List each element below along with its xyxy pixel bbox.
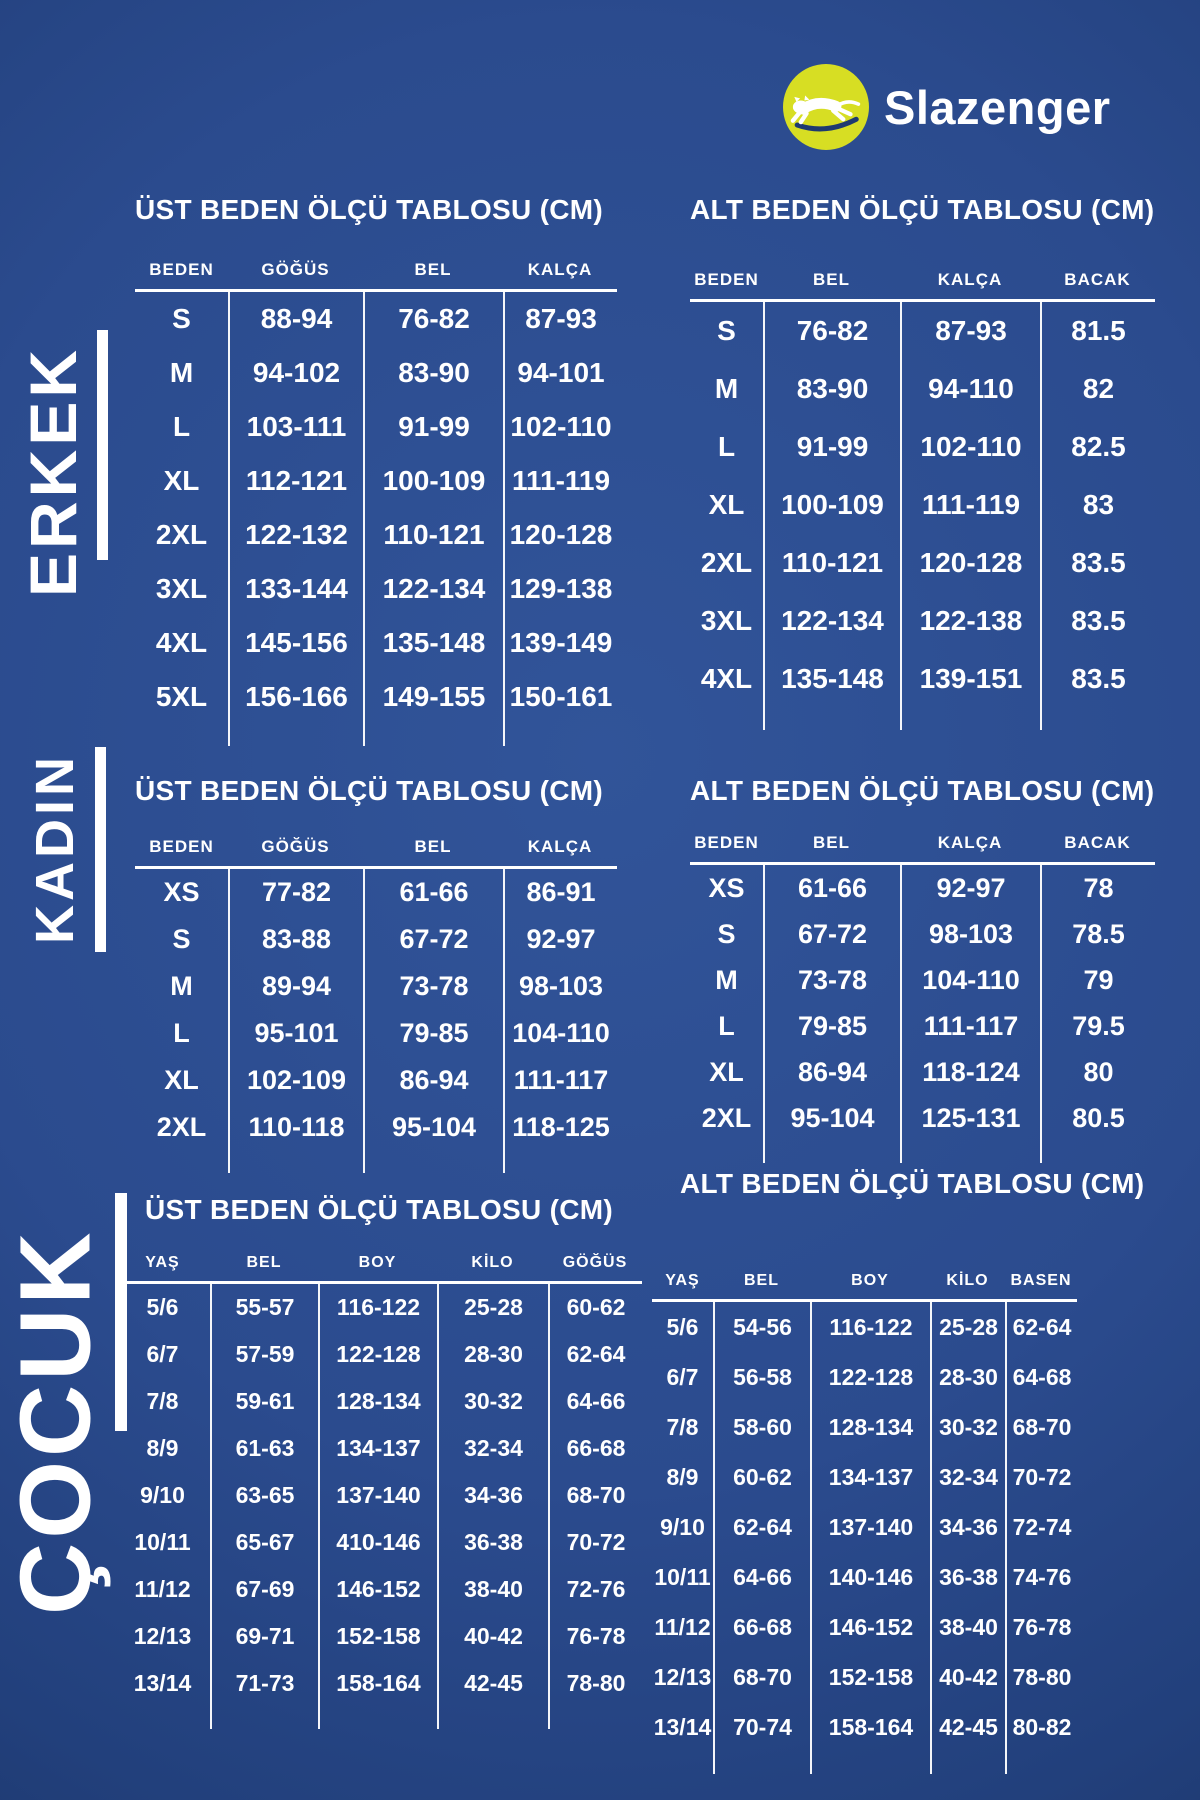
size-value-cell: 91-99 [363,400,503,454]
size-label-cell: 9/10 [660,1513,705,1540]
size-label-cell: 10/11 [134,1529,191,1556]
size-value-cell: 56-58 [713,1352,810,1402]
size-value-cell: 100-109 [763,476,900,534]
size-value-cell: 94-101 [503,346,617,400]
size-value-cell: 146-152 [318,1566,437,1613]
column-header: BEL [813,833,850,853]
size-value-cell: 79.5 [1040,1003,1155,1049]
column-header: BEL [813,270,850,290]
size-value-cell: 158-164 [810,1702,930,1752]
table-title: ÜST BEDEN ÖLÇÜ TABLOSU (CM) [145,1194,613,1225]
column-divider-tail [437,1707,548,1729]
column-divider-tail [652,1752,713,1774]
column-header: GÖĞÜS [261,260,330,280]
size-value-cell: 104-110 [900,957,1040,1003]
column-divider-tail [1040,708,1155,730]
column-divider-tail [228,724,363,746]
size-value-cell: 83-90 [363,346,503,400]
size-value-cell: 68-70 [713,1652,810,1702]
size-value-cell: 83 [1040,476,1155,534]
size-value-cell: 102-110 [503,400,617,454]
size-label-cell: 10/11 [654,1563,711,1590]
size-label-cell: M [170,971,193,1002]
size-value-cell: 122-132 [228,508,363,562]
size-label-cell: L [717,431,736,463]
size-label-cell: M [715,964,738,995]
table-header-row [690,833,1155,865]
column-divider-tail [810,1752,930,1774]
size-value-cell: 125-131 [900,1095,1040,1141]
size-value-cell: 103-111 [228,400,363,454]
table-title: ALT BEDEN ÖLÇÜ TABLOSU (CM) [680,1168,1145,1199]
size-value-cell: 78.5 [1040,911,1155,957]
column-divider-tail [115,1707,210,1729]
section-label-kadin: KADIN [25,753,85,945]
size-value-cell: 40-42 [930,1652,1005,1702]
size-value-cell: 73-78 [363,963,503,1010]
size-value-cell: 70-74 [713,1702,810,1752]
size-value-cell: 145-156 [228,616,363,670]
size-value-cell: 116-122 [318,1284,437,1331]
size-value-cell: 89-94 [228,963,363,1010]
column-divider-tail [135,1151,228,1173]
size-value-cell: 150-161 [503,670,617,724]
size-value-cell: 63-65 [210,1472,318,1519]
size-label-cell: XL [164,1065,199,1096]
size-value-cell: 38-40 [437,1566,548,1613]
size-value-cell: 80-82 [1005,1702,1077,1752]
size-value-cell: 116-122 [810,1302,930,1352]
size-value-cell: 135-148 [763,650,900,708]
size-value-cell: 82.5 [1040,418,1155,476]
table-cocuk-alt-beden [652,1168,1145,1774]
size-value-cell: 59-61 [210,1378,318,1425]
size-label-cell: 5/6 [666,1313,699,1340]
size-value-cell: 60-62 [713,1452,810,1502]
size-value-cell: 76-82 [763,302,900,360]
size-value-cell: 30-32 [930,1402,1005,1452]
size-label-cell: 5XL [155,681,208,713]
size-value-cell: 32-34 [930,1452,1005,1502]
size-label-cell: S [172,303,191,335]
column-header: BEDEN [694,833,759,853]
brand-name: Slazenger [884,80,1111,134]
size-value-cell: 135-148 [363,616,503,670]
size-value-cell: 152-158 [318,1613,437,1660]
size-value-cell: 91-99 [763,418,900,476]
table-header-row [115,1254,642,1284]
table-header-row [690,270,1155,302]
size-value-cell: 134-137 [318,1425,437,1472]
size-value-cell: 146-152 [810,1602,930,1652]
column-divider-tail [763,1141,900,1163]
column-header: KALÇA [527,260,593,280]
size-value-cell: 64-66 [713,1552,810,1602]
size-label-cell: 13/14 [133,1670,192,1697]
size-value-cell: 112-121 [228,454,363,508]
size-label-cell: 2XL [701,1102,752,1133]
column-header: BOY [851,1272,889,1290]
size-value-cell: 76-82 [363,292,503,346]
size-value-cell: 69-71 [210,1613,318,1660]
size-value-cell: 83.5 [1040,534,1155,592]
column-divider-tail [210,1707,318,1729]
size-label-cell: 8/9 [666,1463,699,1490]
size-value-cell: 74-76 [1005,1552,1077,1602]
size-value-cell: 82 [1040,360,1155,418]
size-value-cell: 149-155 [363,670,503,724]
size-value-cell: 139-149 [503,616,617,670]
size-value-cell: 100-109 [363,454,503,508]
column-header: YAŞ [145,1254,180,1272]
brand-logo [783,64,1111,150]
section-label-erkek: ERKEK [16,345,90,597]
size-value-cell: 122-138 [900,592,1040,650]
size-value-cell: 60-62 [548,1284,642,1331]
size-value-cell: 133-144 [228,562,363,616]
table-kadin-ust-beden [135,775,617,1173]
column-header: BEDEN [694,270,759,290]
size-value-cell: 64-66 [548,1378,642,1425]
size-label-cell: XL [708,489,745,521]
table-title: ALT BEDEN ÖLÇÜ TABLOSU (CM) [690,775,1155,806]
column-header: KİLO [946,1272,989,1290]
size-label-cell: 6/7 [666,1363,699,1390]
size-value-cell: 111-119 [503,454,617,508]
column-divider-tail [318,1707,437,1729]
table-erkek-alt-beden [690,194,1155,730]
size-label-cell: 9/10 [140,1482,185,1509]
size-value-cell: 62-64 [713,1502,810,1552]
size-value-cell: 68-70 [548,1472,642,1519]
panther-logo-icon [783,64,869,150]
column-header: YAŞ [665,1272,700,1290]
size-value-cell: 110-118 [228,1104,363,1151]
column-header: BEL [414,260,452,280]
size-value-cell: 72-74 [1005,1502,1077,1552]
size-label-cell: L [172,411,191,443]
size-value-cell: 68-70 [1005,1402,1077,1452]
size-value-cell: 78 [1040,865,1155,911]
size-value-cell: 32-34 [437,1425,548,1472]
size-value-cell: 42-45 [930,1702,1005,1752]
size-value-cell: 76-78 [1005,1602,1077,1652]
column-header: KALÇA [527,837,593,857]
table-title: ÜST BEDEN ÖLÇÜ TABLOSU (CM) [135,194,603,225]
size-value-cell: 137-140 [810,1502,930,1552]
size-value-cell: 83-90 [763,360,900,418]
size-value-cell: 76-78 [548,1613,642,1660]
size-value-cell: 86-91 [503,869,617,916]
size-value-cell: 79-85 [763,1003,900,1049]
size-value-cell: 104-110 [503,1010,617,1057]
size-value-cell: 28-30 [437,1331,548,1378]
size-value-cell: 34-36 [930,1502,1005,1552]
size-value-cell: 95-101 [228,1010,363,1057]
table-title: ALT BEDEN ÖLÇÜ TABLOSU (CM) [690,194,1155,225]
size-label-cell: 7/8 [666,1413,699,1440]
column-divider-tail [763,708,900,730]
size-label-cell: S [172,924,191,955]
size-value-cell: 410-146 [318,1519,437,1566]
size-value-cell: 36-38 [930,1552,1005,1602]
size-value-cell: 98-103 [900,911,1040,957]
size-value-cell: 28-30 [930,1352,1005,1402]
size-label-cell: S [717,315,736,347]
size-value-cell: 122-134 [363,562,503,616]
size-label-cell: XS [163,877,200,908]
size-label-cell: XL [709,1056,744,1087]
size-value-cell: 128-134 [318,1378,437,1425]
size-value-cell: 79-85 [363,1010,503,1057]
size-value-cell: 25-28 [930,1302,1005,1352]
table-header-row [652,1272,1077,1302]
column-divider-tail [713,1752,810,1774]
size-label-cell: 4XL [155,627,208,659]
size-value-cell: 81.5 [1040,302,1155,360]
size-value-cell: 67-72 [763,911,900,957]
size-label-cell: 11/12 [134,1576,191,1603]
size-label-cell: 3XL [155,573,208,605]
size-value-cell: 67-72 [363,916,503,963]
column-header: GÖĞÜS [261,837,330,857]
size-value-cell: 71-73 [210,1660,318,1707]
size-value-cell: 83.5 [1040,650,1155,708]
table-body [652,1302,1077,1774]
size-value-cell: 158-164 [318,1660,437,1707]
size-value-cell: 134-137 [810,1452,930,1502]
size-value-cell: 92-97 [503,916,617,963]
size-value-cell: 118-124 [900,1049,1040,1095]
size-value-cell: 98-103 [503,963,617,1010]
column-divider-tail [690,708,763,730]
size-value-cell: 55-57 [210,1284,318,1331]
size-label-cell: 4XL [700,663,753,695]
size-label-cell: 13/14 [653,1713,712,1740]
column-divider-tail [135,724,228,746]
column-divider-tail [228,1151,363,1173]
size-value-cell: 62-64 [548,1331,642,1378]
table-body [690,302,1155,730]
size-value-cell: 111-117 [900,1003,1040,1049]
size-value-cell: 73-78 [763,957,900,1003]
column-header: BASEN [1010,1272,1072,1290]
size-value-cell: 78-80 [1005,1652,1077,1702]
size-label-cell: S [717,918,736,949]
size-value-cell: 86-94 [763,1049,900,1095]
size-value-cell: 92-97 [900,865,1040,911]
table-body [135,292,617,746]
size-value-cell: 83.5 [1040,592,1155,650]
size-value-cell: 110-121 [363,508,503,562]
column-divider-tail [1040,1141,1155,1163]
size-value-cell: 67-69 [210,1566,318,1613]
size-value-cell: 34-36 [437,1472,548,1519]
size-value-cell: 61-63 [210,1425,318,1472]
column-divider-tail [503,724,617,746]
column-header: BOY [358,1254,397,1272]
section-label-cocuk: ÇOCUK [0,1228,112,1616]
size-value-cell: 120-128 [900,534,1040,592]
size-value-cell: 66-68 [548,1425,642,1472]
size-label-cell: L [173,1018,190,1049]
size-value-cell: 122-134 [763,592,900,650]
size-label-cell: 12/13 [653,1663,712,1690]
size-value-cell: 88-94 [228,292,363,346]
size-value-cell: 110-121 [763,534,900,592]
size-value-cell: 70-72 [548,1519,642,1566]
size-label-cell: 8/9 [146,1435,179,1462]
size-value-cell: 111-117 [503,1057,617,1104]
size-value-cell: 57-59 [210,1331,318,1378]
size-value-cell: 152-158 [810,1652,930,1702]
column-header: BEL [744,1272,779,1290]
column-divider-tail [690,1141,763,1163]
table-body [135,869,617,1173]
column-header: GÖĞÜS [562,1254,628,1272]
column-header: KALÇA [937,270,1003,290]
size-value-cell: 94-102 [228,346,363,400]
size-value-cell: 120-128 [503,508,617,562]
size-value-cell: 40-42 [437,1613,548,1660]
column-header: KİLO [471,1254,514,1272]
size-value-cell: 94-110 [900,360,1040,418]
column-header: BEDEN [149,260,214,280]
size-label-cell: 12/13 [133,1623,192,1650]
size-label-cell: 7/8 [146,1388,179,1415]
size-value-cell: 95-104 [763,1095,900,1141]
column-header: BACAK [1064,270,1131,290]
size-value-cell: 128-134 [810,1402,930,1452]
size-value-cell: 36-38 [437,1519,548,1566]
size-value-cell: 42-45 [437,1660,548,1707]
size-value-cell: 65-67 [210,1519,318,1566]
table-header-row [135,260,617,292]
size-label-cell: M [169,357,194,389]
size-value-cell: 83-88 [228,916,363,963]
column-divider-tail [363,1151,503,1173]
size-value-cell: 62-64 [1005,1302,1077,1352]
size-value-cell: 38-40 [930,1602,1005,1652]
size-value-cell: 95-104 [363,1104,503,1151]
size-value-cell: 72-76 [548,1566,642,1613]
column-header: KALÇA [937,833,1003,853]
column-divider-tail [900,708,1040,730]
column-header: BACAK [1064,833,1131,853]
size-value-cell: 137-140 [318,1472,437,1519]
size-label-cell: 2XL [155,519,208,551]
size-value-cell: 70-72 [1005,1452,1077,1502]
size-value-cell: 61-66 [763,865,900,911]
size-value-cell: 102-109 [228,1057,363,1104]
size-label-cell: XS [708,872,745,903]
section-label-bar-kadin [95,747,106,952]
size-value-cell: 78-80 [548,1660,642,1707]
column-divider-tail [900,1141,1040,1163]
size-label-cell: 11/12 [654,1613,711,1640]
size-label-cell: M [714,373,739,405]
size-value-cell: 122-128 [318,1331,437,1378]
size-value-cell: 87-93 [503,292,617,346]
size-value-cell: 58-60 [713,1402,810,1452]
size-value-cell: 30-32 [437,1378,548,1425]
table-body [690,865,1155,1163]
column-divider-tail [548,1707,642,1729]
column-divider-tail [1005,1752,1077,1774]
column-divider-tail [503,1151,617,1173]
size-label-cell: 5/6 [146,1294,179,1321]
size-value-cell: 86-94 [363,1057,503,1104]
size-value-cell: 129-138 [503,562,617,616]
size-label-cell: XL [163,465,200,497]
column-header: BEL [414,837,452,857]
size-label-cell: 6/7 [146,1341,179,1368]
column-divider-tail [363,724,503,746]
size-value-cell: 54-56 [713,1302,810,1352]
size-label-cell: 2XL [156,1112,207,1143]
size-value-cell: 140-146 [810,1552,930,1602]
size-label-cell: 3XL [700,605,753,637]
table-body [115,1284,642,1729]
size-value-cell: 156-166 [228,670,363,724]
column-header: BEL [246,1254,282,1272]
size-value-cell: 61-66 [363,869,503,916]
size-value-cell: 77-82 [228,869,363,916]
section-label-bar-erkek [97,330,108,560]
size-value-cell: 102-110 [900,418,1040,476]
size-value-cell: 79 [1040,957,1155,1003]
table-header-row [135,837,617,869]
table-cocuk-ust-beden [115,1194,642,1729]
table-title: ÜST BEDEN ÖLÇÜ TABLOSU (CM) [135,775,603,806]
column-divider-tail [930,1752,1005,1774]
size-value-cell: 80 [1040,1049,1155,1095]
size-value-cell: 122-128 [810,1352,930,1402]
size-value-cell: 87-93 [900,302,1040,360]
size-value-cell: 80.5 [1040,1095,1155,1141]
size-label-cell: L [718,1010,735,1041]
table-kadin-alt-beden [690,775,1155,1163]
size-value-cell: 139-151 [900,650,1040,708]
size-value-cell: 118-125 [503,1104,617,1151]
column-header: BEDEN [149,837,214,857]
size-value-cell: 111-119 [900,476,1040,534]
size-value-cell: 66-68 [713,1602,810,1652]
size-label-cell: 2XL [700,547,753,579]
size-value-cell: 64-68 [1005,1352,1077,1402]
table-erkek-ust-beden [135,194,617,746]
size-value-cell: 25-28 [437,1284,548,1331]
